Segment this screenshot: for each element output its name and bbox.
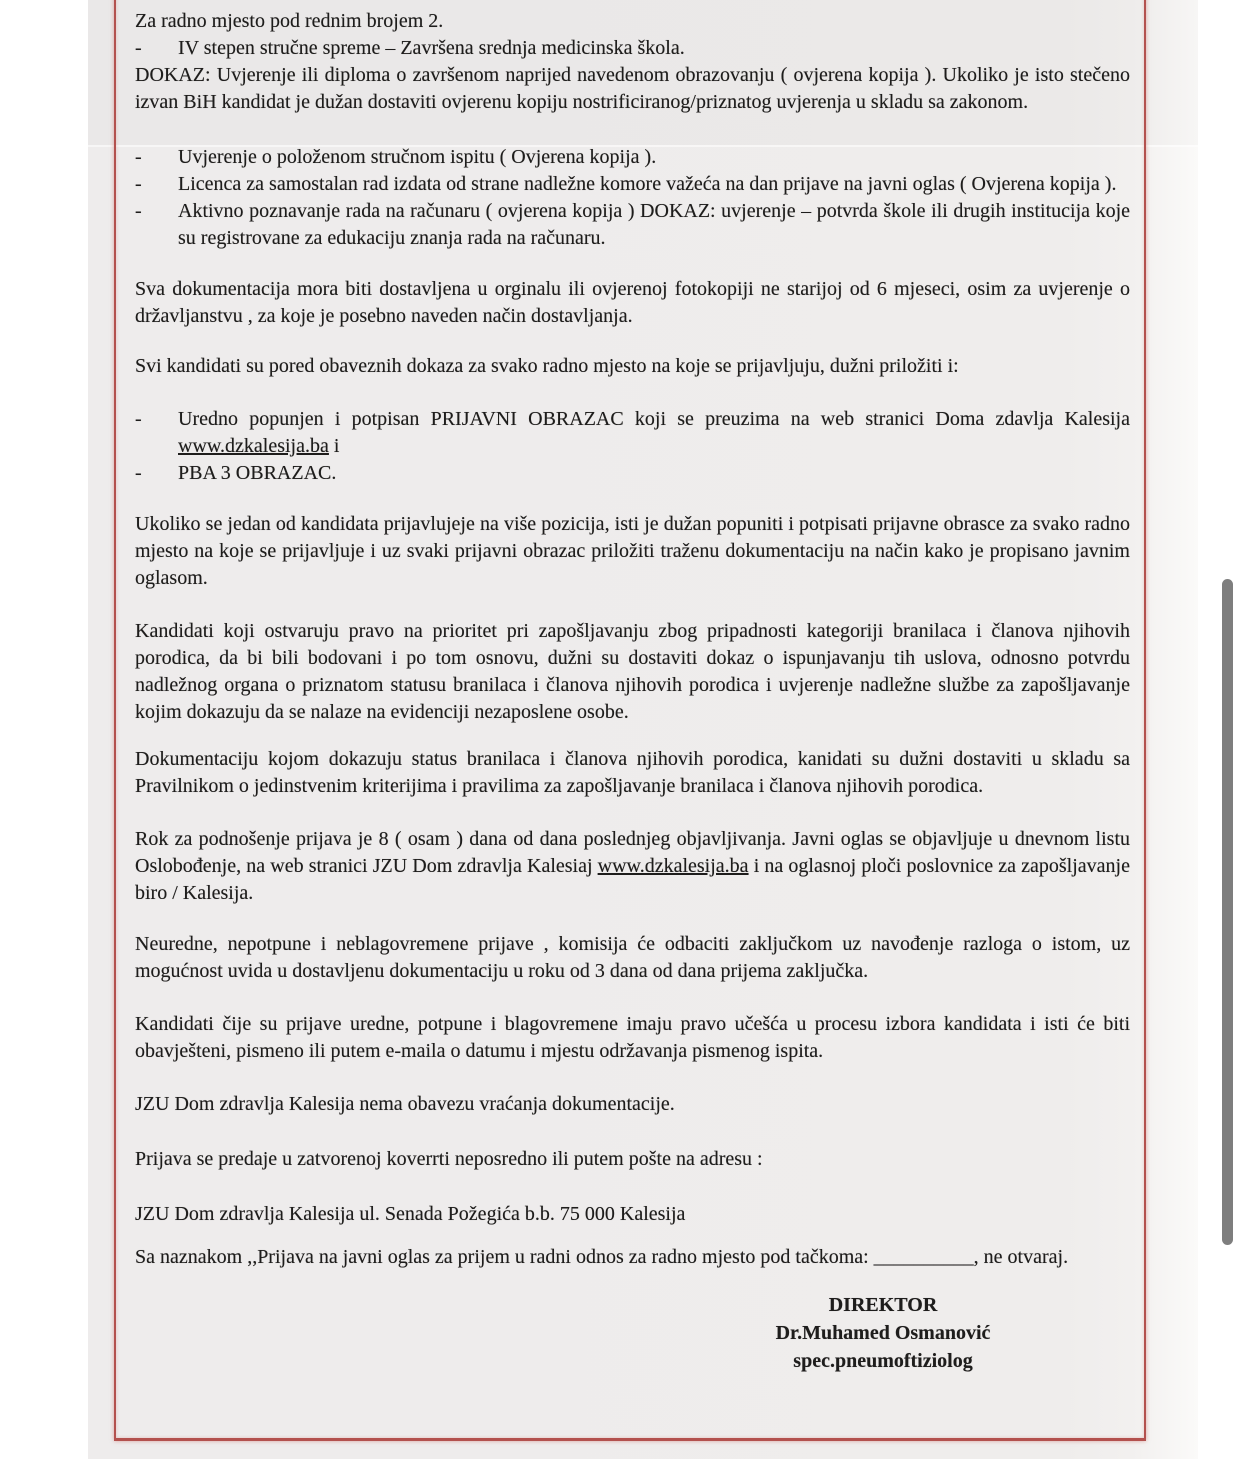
bullet-marker: -: [135, 146, 142, 168]
deadline-text-pre: Rok za podnošenje prijava je 8 ( osam ) dana od dana poslednjeg objavljivanja. Javni oglas se objavljuje u dnevnom listu Oslobođenje, na web stranici JZU Dom zdravlja Kalesiaj: [135, 828, 1130, 877]
deadline-text-post: i na oglasnoj ploči poslovnice za zapošljavanje biro / Kalesija.: [135, 855, 1130, 904]
signature-title: DIREKTOR: [828, 1294, 938, 1316]
heading-line: Za radno mjesto pod rednim brojem 2.: [135, 10, 444, 32]
list-item: [135, 35, 1130, 62]
bullet-marker: -: [135, 408, 142, 430]
list-item: [135, 171, 1130, 198]
list-item: [135, 144, 1130, 171]
dokaz-paragraph: DOKAZ: Uvjerenje ili diploma o završenom naprijed navedenom obrazovanju ( ovjerena kopija ). Ukoliko je isto stečeno izvan BiH kandidat je dužan dostaviti ovjerenu kopiju nostrificiranog/priznatog uvjerenja u skladu sa zakonom.: [135, 64, 1130, 113]
document-content: [135, 8, 1130, 1375]
prijavni-text-post: i: [328, 435, 340, 457]
signature-name: Dr.Muhamed Osmanović: [775, 1322, 991, 1344]
requirements-bullet-list: [135, 144, 1130, 252]
dzkalesija-link-text: www.dzkalesija.ba: [178, 435, 329, 457]
bullet-marker: -: [135, 173, 142, 195]
paragraph-no-return: JZU Dom zdravlja Kalesija nema obavezu vraćanja dokumentacije.: [135, 1093, 675, 1115]
bullet-marker: -: [135, 200, 142, 222]
paragraph-rejection: Neuredne, nepotpune i neblagovremene prijave , komisija će odbaciti zaključkom uz navođenje razloga o istom, uz mogućnost uvida u dostavljenu dokumentaciju u roku od 3 dana od dana prijema zaključka.: [135, 933, 1130, 982]
list-item: [135, 406, 1130, 460]
dzkalesija-link-text: www.dzkalesija.ba: [597, 855, 749, 877]
paragraph-valid-applications: Kandidati čije su prijave uredne, potpune i blagovremene imaju pravo učešća u procesu izbora kandidata i isti će biti obavješteni, pismeno ili putem e-maila o datumu i mjestu održavanja pismenog ispita.: [135, 1013, 1130, 1062]
bullet-prijavni-obrazac: [178, 406, 1130, 460]
signature-specialty: spec.pneumoftiziolog: [793, 1350, 973, 1372]
education-bullet-list: [135, 35, 1130, 62]
bullet-marker: -: [135, 37, 142, 59]
bullet-education-text: IV stepen stručne spreme – Završena srednja medicinska škola.: [178, 37, 685, 59]
bullet-licenca: Licenca za samostalan rad izdata od strane nadležne komore važeća na dan prijave na javni oglas ( Ovjerena kopija ).: [178, 173, 1117, 195]
list-item: [135, 460, 1130, 487]
bullet-marker: -: [135, 462, 142, 484]
vertical-scrollbar-thumb[interactable]: [1222, 579, 1233, 1245]
paragraph-multiple-positions: Ukoliko se jedan od kandidata prijavlujeje na više pozicija, isti je dužan popuniti i potpisati prijavne obrasce za svako radno mjesto na koje se prijavljuje i uz svaki prijavni obrazac priložiti traženu dokumentaciju na način kako je propisano javnim oglasom.: [135, 513, 1130, 589]
paragraph-delivery: Prijava se predaje u zatvorenoj koverrti neposredno ili putem pošte na adresu :: [135, 1148, 763, 1170]
paragraph-address: JZU Dom zdravlja Kalesija ul. Senada Požegića b.b. 75 000 Kalesija: [135, 1203, 686, 1225]
list-item: [135, 198, 1130, 252]
bullet-strucni-ispit: Uvjerenje o položenom stručnom ispitu ( Ovjerena kopija ).: [178, 146, 657, 168]
paragraph-status-docs: Dokumentaciju kojom dokazuju status branilaca i članova njihovih porodica, kanidati su dužni dostaviti u skladu sa Pravilnikom o jedinstvenim kriterijima i pravilima za zapošljavanje branilaca i članova njihovih porodica.: [135, 748, 1130, 797]
paragraph-all-candidates: Svi kandidati su pored obaveznih dokaza za svako radno mjesto na koje se prijavljuju, dužni priložiti i:: [135, 355, 959, 377]
paragraph-docs-original: Sva dokumentacija mora biti dostavljena u orginalu ili ovjerenoj fotokopiji ne starijoj od 6 mjeseci, osim za uvjerenje o državljanstvu , za koje je posebno naveden način dostavljanja.: [135, 278, 1130, 327]
attachments-bullet-list: [135, 406, 1130, 487]
paragraph-priority: Kandidati koji ostvaruju pravo na prioritet pri zapošljavanju zbog pripadnosti kategoriji branilaca i članova njihovih porodica, da bi bili bodovani i po tom osnovu, dužni su dostaviti dokaz o ispunjavanju tih uslova, odnosno potvrdu nadležnog organa o priznatom statusu branilaca i članova njihovih porodica i uvjerenje nadležne službe za zapošljavanje kojim dokazuju da se nalaze na evidenciji nezaposlene osobe.: [135, 620, 1130, 723]
paragraph-deadline: [135, 826, 1130, 907]
paragraph-note: Sa naznakom ,,Prijava na javni oglas za prijem u radni odnos za radno mjesto pod tačkoma: __________, ne otvaraj.: [135, 1246, 1069, 1268]
bullet-pba-obrazac: PBA 3 OBRAZAC.: [178, 462, 337, 484]
prijavni-text-pre: Uredno popunjen i potpisan PRIJAVNI OBRAZAC koji se preuzima na web stranici Doma zdavlja Kalesija: [178, 408, 1130, 430]
bullet-racunar: Aktivno poznavanje rada na računaru ( ovjerena kopija ) DOKAZ: uvjerenje – potvrda škole ili drugih institucija koje su registrovane za edukaciju znanja rada na računaru.: [178, 200, 1130, 249]
signature-block: [733, 1291, 1033, 1375]
